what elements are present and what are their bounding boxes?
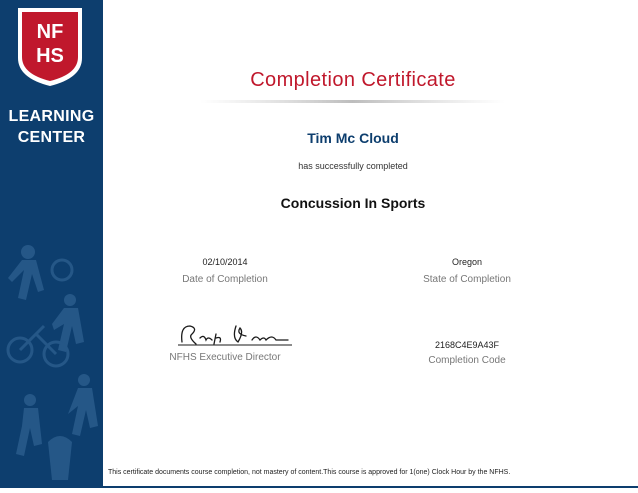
completion-code-label: Completion Code (428, 355, 506, 366)
completion-state: Oregon (451, 257, 483, 267)
center-text: CENTER (17, 129, 86, 146)
bottom-rule (0, 486, 638, 488)
recipient-name: Tim Mc Cloud (307, 130, 399, 146)
athlete-silhouettes-icon (0, 230, 103, 486)
footer-disclaimer: This certificate documents course completion, not mastery of content.This course is approved for 1(one) Clock Hour by the NFHS. (108, 469, 511, 476)
completion-state-label: State of Completion (423, 274, 511, 285)
learning-text: LEARNING (8, 108, 95, 125)
nfhs-logo-icon (14, 6, 86, 88)
course-title: Concussion In Sports (280, 195, 426, 211)
director-signature (176, 320, 296, 348)
completion-code: 2168C4E9A43F (434, 340, 500, 350)
title-divider (200, 99, 505, 104)
certificate-title: Completion Certificate (250, 69, 456, 91)
svg-text:NF: NF (36, 21, 64, 43)
completion-date-label: Date of Completion (182, 274, 268, 285)
completed-text: has successfully completed (298, 161, 408, 171)
signer-title: NFHS Executive Director (169, 352, 281, 363)
completion-date: 02/10/2014 (202, 257, 248, 267)
svg-text:HS: HS (36, 45, 64, 67)
sidebar (0, 0, 103, 486)
